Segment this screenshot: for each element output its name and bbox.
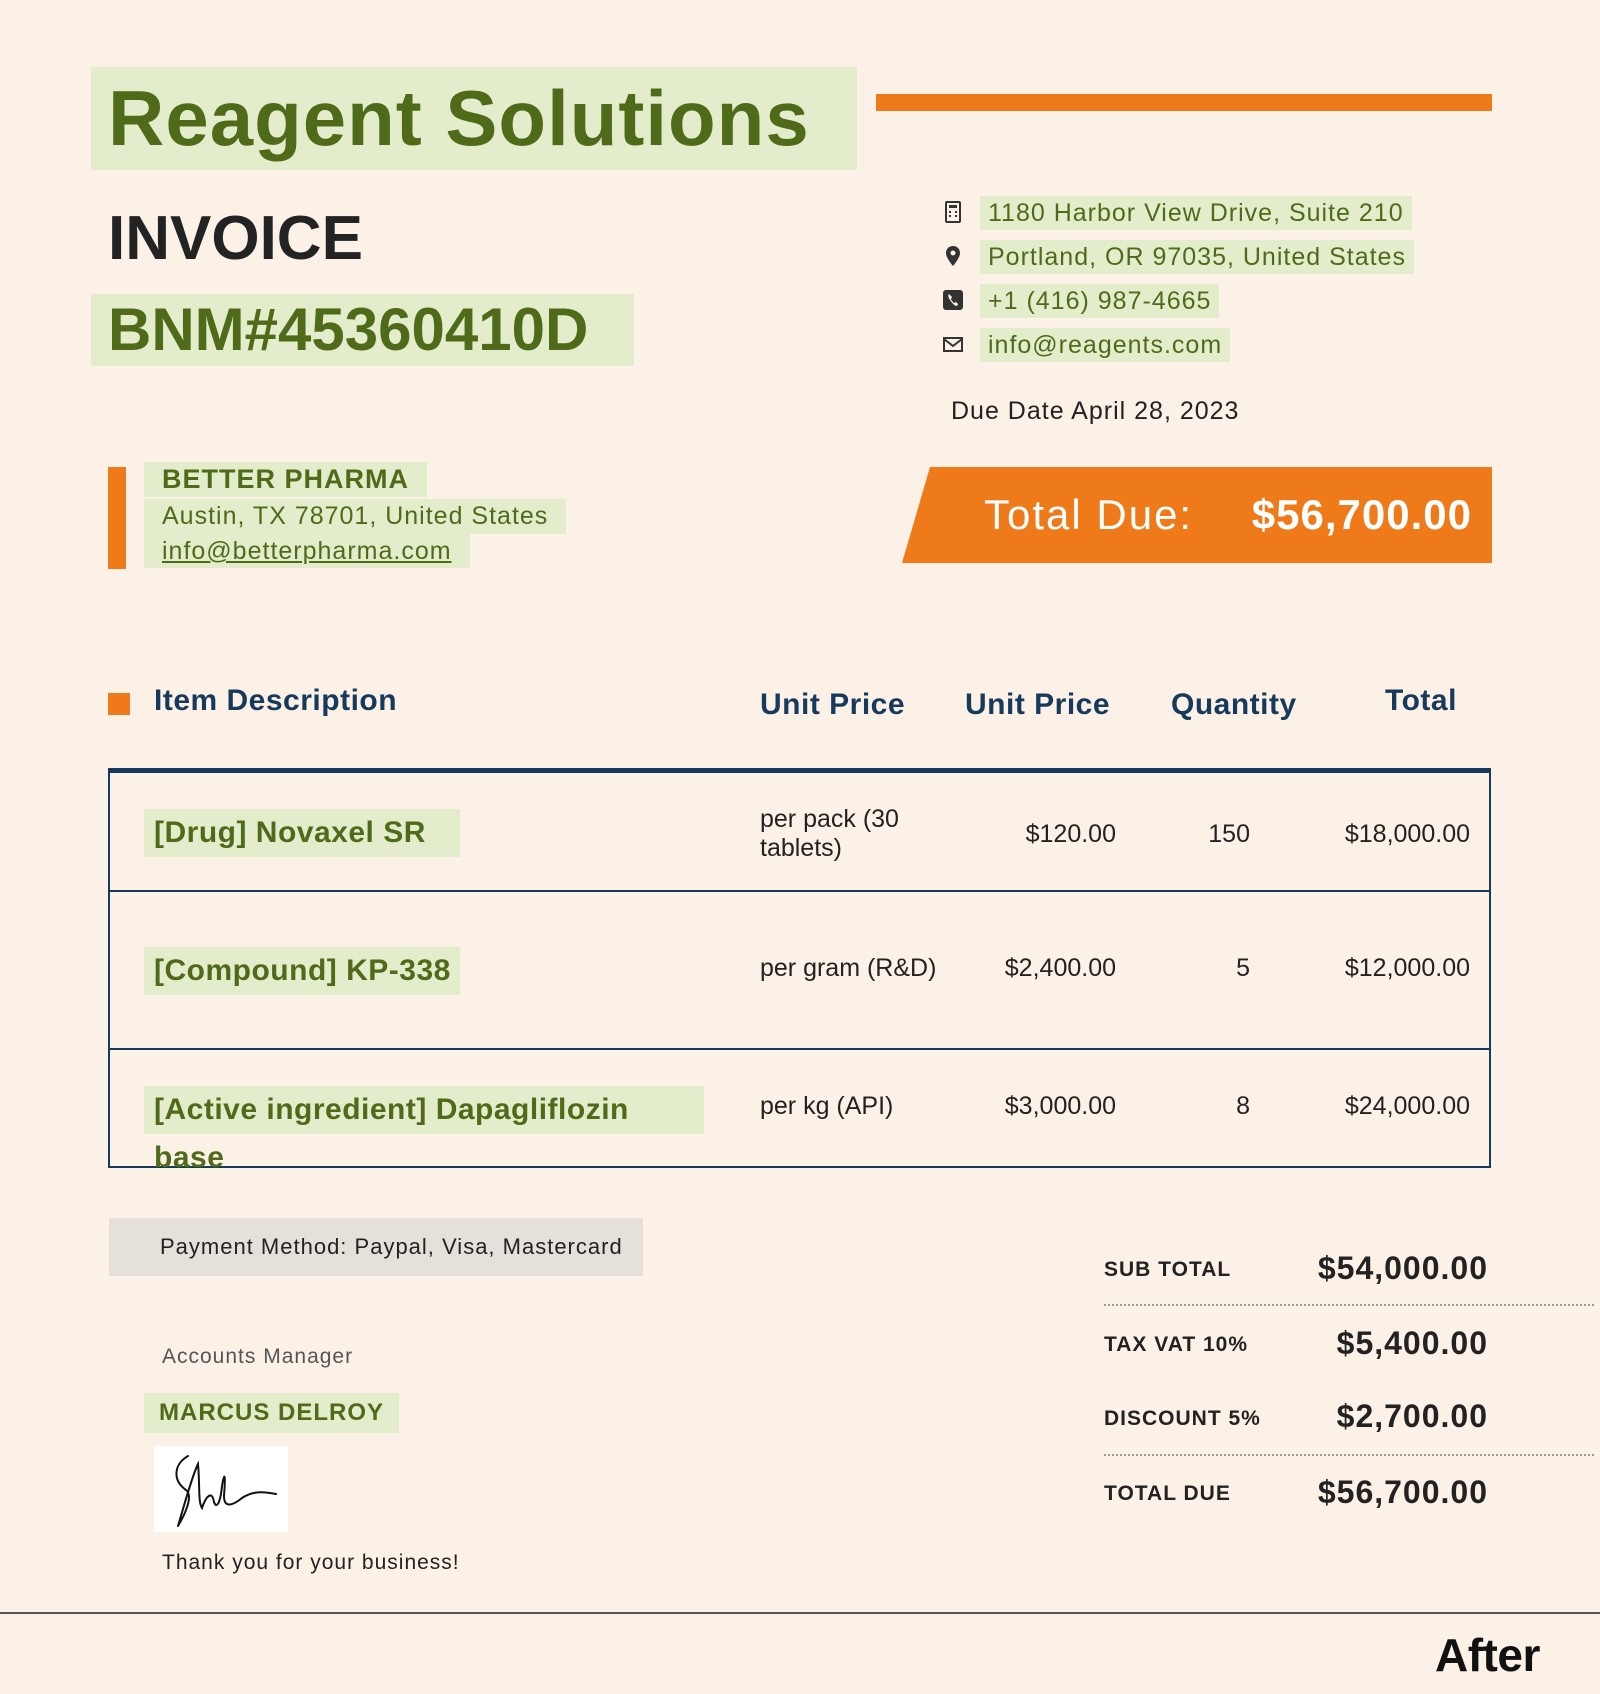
tax-value: $5,400.00 (1336, 1325, 1488, 1361)
signature-image (154, 1446, 288, 1532)
header-accent-bar (876, 94, 1492, 111)
total-due-summary-label: TOTAL DUE (1104, 1482, 1231, 1505)
payment-method: Payment Method: Paypal, Visa, Mastercard (109, 1218, 643, 1276)
item-unit: per pack (30 tablets) (760, 805, 899, 862)
tax-label: TAX VAT 10% (1104, 1333, 1249, 1356)
item-price: $3,000.00 (1004, 1092, 1116, 1120)
table-header-marker (108, 693, 130, 715)
item-price: $2,400.00 (1004, 954, 1116, 982)
summary-divider (1104, 1454, 1594, 1456)
total-due-label: Total Due: (984, 491, 1194, 538)
item-name: [Compound] KP-338 (144, 947, 460, 995)
subtotal-label: SUB TOTAL (1104, 1258, 1232, 1281)
item-total: $12,000.00 (1344, 954, 1470, 982)
item-unit: per kg (API) (760, 1092, 894, 1120)
client-email-link[interactable]: info@betterpharma.com (144, 534, 470, 568)
header-quantity: Quantity (1171, 688, 1297, 721)
header-total: Total (1385, 684, 1457, 717)
thank-you-note: Thank you for your business! (162, 1551, 460, 1574)
client-name: BETTER PHARMA (144, 462, 427, 497)
signer-name: MARCUS DELROY (144, 1393, 399, 1433)
item-unit: per gram (R&D) (760, 954, 937, 982)
company-address-line2: Portland, OR 97035, United States (980, 240, 1414, 274)
signer-title: Accounts Manager (162, 1345, 354, 1368)
total-due-value: $56,700.00 (1251, 491, 1472, 538)
invoice-number: BNM#45360410D (91, 294, 634, 366)
company-email[interactable]: info@reagents.com (980, 328, 1230, 362)
total-due-summary-value: $56,700.00 (1317, 1474, 1488, 1510)
building-icon (942, 201, 964, 223)
after-label: After (1435, 1629, 1540, 1681)
discount-label: DISCOUNT 5% (1104, 1407, 1261, 1430)
item-quantity: 150 (1208, 820, 1250, 848)
client-address: Austin, TX 78701, United States (144, 499, 566, 534)
phone-icon (942, 289, 964, 311)
company-address-line1: 1180 Harbor View Drive, Suite 210 (980, 196, 1412, 230)
header-unit-price: Unit Price (965, 688, 1111, 721)
invoice-title: INVOICE (108, 204, 363, 273)
mail-icon (942, 333, 964, 355)
summary-divider (1104, 1304, 1594, 1306)
footer-divider (0, 1612, 1600, 1614)
subtotal-value: $54,000.00 (1317, 1250, 1488, 1286)
row-divider (108, 1048, 1491, 1050)
header-unit: Unit Price (760, 688, 906, 721)
company-name: Reagent Solutions (91, 67, 857, 170)
item-quantity: 8 (1236, 1092, 1250, 1120)
item-total: $18,000.00 (1344, 820, 1470, 848)
location-pin-icon (942, 245, 964, 267)
row-divider (108, 890, 1491, 892)
due-date: Due Date April 28, 2023 (951, 397, 1240, 425)
header-item-description: Item Description (154, 684, 398, 717)
item-total: $24,000.00 (1344, 1092, 1470, 1120)
item-name: [Drug] Novaxel SR (144, 809, 460, 857)
item-name: [Active ingredient] Dapagliflozin base (144, 1086, 704, 1134)
client-accent-bar (108, 467, 126, 569)
company-phone: +1 (416) 987-4665 (980, 284, 1219, 318)
item-quantity: 5 (1236, 954, 1250, 982)
discount-value: $2,700.00 (1336, 1398, 1488, 1434)
item-price: $120.00 (1025, 820, 1116, 848)
